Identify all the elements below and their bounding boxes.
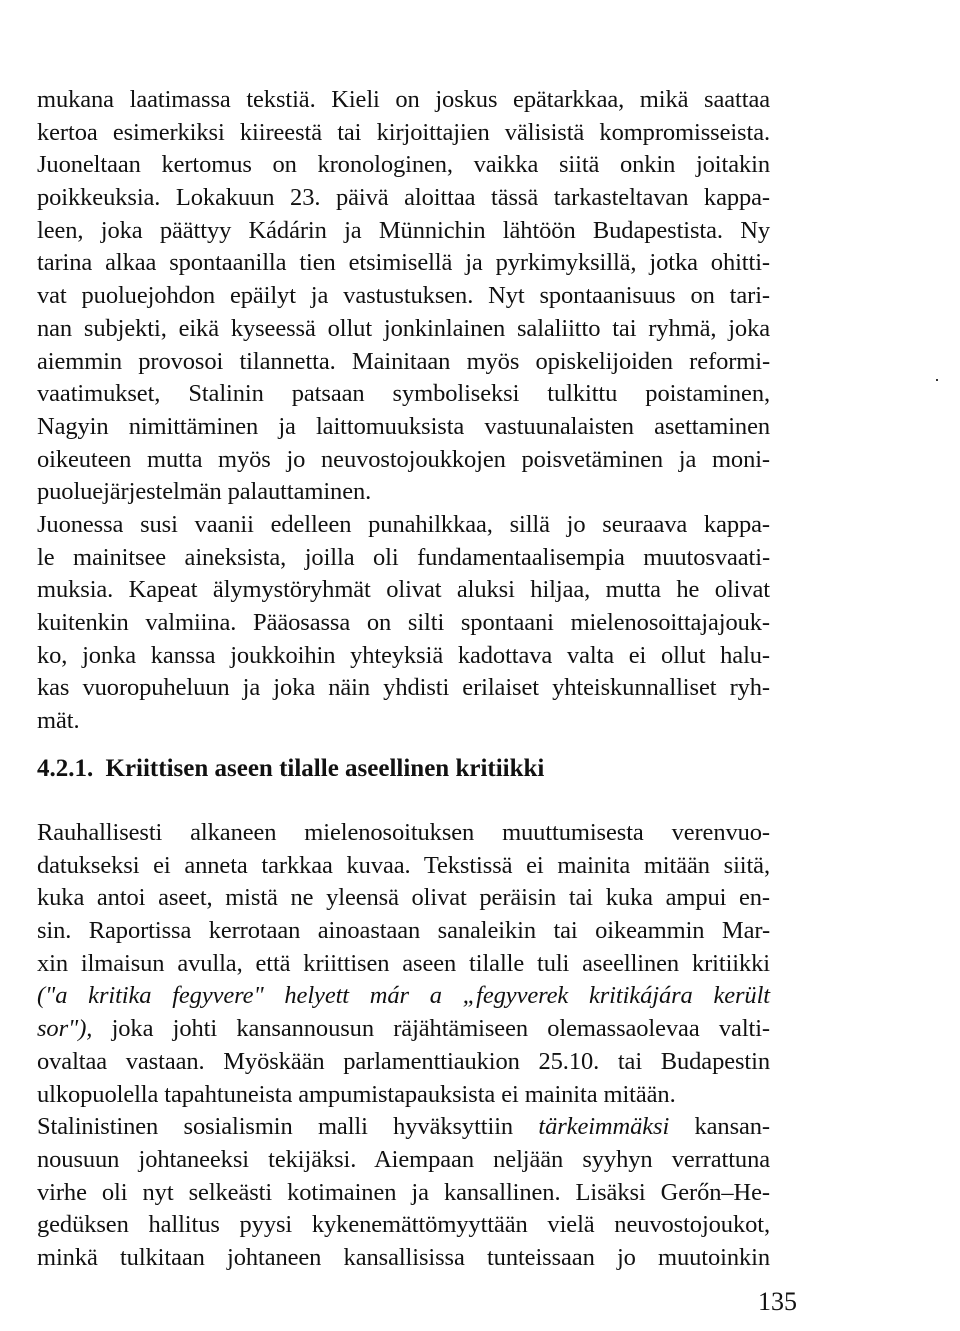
text-line: oikeuteen mutta myös jo neuvostojoukkojen poisvetäminen ja moni- xyxy=(37,445,770,473)
text-line: xin ilmaisun avulla, että kriittisen aseen tilalle tuli aseellinen kritiikki xyxy=(37,949,770,977)
scan-speck xyxy=(936,379,938,381)
text-line: mukana laatimassa tekstiä. Kieli on joskus epätarkkaa, mikä saattaa xyxy=(37,86,770,113)
text-line: datukseksi ei anneta tarkkaa kuvaa. Tekstissä ei mainita mitään siitä, xyxy=(37,851,770,879)
text-line: vaatimukset, Stalinin patsaan symboliseksi tulkittu poistaminen, xyxy=(37,380,770,408)
text-fragment: joka johti kansannousun räjähtämiseen olemassaolevaa valti- xyxy=(92,1015,770,1043)
section-heading xyxy=(37,755,544,783)
text-line: puoluejärjestelmän palauttaminen. xyxy=(37,478,372,506)
text-fragment: Stalinistinen sosialismin malli hyväksyttiin xyxy=(37,1113,539,1141)
text-line: Juoneltaan kertomus on kronologinen, vaikka siitä onkin joitakin xyxy=(37,151,770,179)
text-line xyxy=(37,1111,770,1144)
text-line: ko, jonka kanssa joukkoihin yhteyksiä kadottava valta ei ollut halu- xyxy=(37,641,770,669)
text-line: nousuun johtaneeksi tekijäksi. Aiempaan neljään syyhyn verrattuna xyxy=(37,1145,770,1173)
text-line: muksia. Kapeat älymystöryhmät olivat aluksi hiljaa, mutta he olivat xyxy=(37,576,770,604)
text-line: virhe oli nyt selkeästi kotimainen ja kansallinen. Lisäksi Gerőn–He- xyxy=(37,1178,770,1206)
body-text-lower xyxy=(37,817,770,1275)
text-line: mät. xyxy=(37,707,80,735)
section-title: Kriittisen aseen tilalle aseellinen kritiikki xyxy=(105,755,545,782)
text-line: kas vuoropuheluun ja joka näin yhdisti erilaiset yhteiskunnalliset ryh- xyxy=(37,674,770,702)
text-line: ovaltaa vastaan. Myöskään parlamenttiaukion 25.10. tai Budapestin xyxy=(37,1047,770,1075)
page-number: 135 xyxy=(758,1287,797,1316)
emphasis: tärkeimmäksi xyxy=(538,1113,670,1141)
text-line: aiemmin provosoi tilannetta. Mainitaan myös opiskelijoiden reformi- xyxy=(37,347,770,375)
text-line: kuka antoi aseet, mistä ne yleensä olivat peräisin tai kuka ampui en- xyxy=(37,884,770,912)
text-line: nan subjekti, eikä kyseessä ollut jonkinlainen salaliitto tai ryhmä, joka xyxy=(37,314,770,342)
text-line: minkä tulkitaan johtaneen kansallisissa tunteissaan jo muutoinkin xyxy=(37,1243,770,1271)
text-line: gedüksen hallitus pyysi kykenemättömyyttään vielä neuvostojoukot, xyxy=(37,1211,770,1239)
text-line: Juonessa susi vaanii edelleen punahilkkaa, sillä jo seuraava kappa- xyxy=(37,510,770,538)
text-line: vat puoluejohdon epäilyt ja vastustuksen. Nyt spontaanisuus on tari- xyxy=(37,282,770,310)
text-line: le mainitsee aineksista, joilla oli fundamentaalisempia muutosvaati- xyxy=(37,543,770,571)
text-line: Rauhallisesti alkaneen mielenosoituksen muuttumisesta verenvuo- xyxy=(37,819,770,846)
body-text-upper xyxy=(37,84,770,738)
hungarian-quote-end: sor"), xyxy=(37,1015,93,1043)
text-line: poikkeuksia. Lokakuun 23. päivä aloittaa tässä tarkasteltavan kappa- xyxy=(37,184,770,212)
section-number: 4.2.1. xyxy=(37,755,94,782)
text-line: kertoa esimerkiksi kiireestä tai kirjoittajien välisistä kompromisseista. xyxy=(37,118,770,146)
text-line xyxy=(37,980,770,1013)
text-line: tarina alkaa spontaanilla tien etsimisellä ja pyrkimyksillä, jotka ohitti- xyxy=(37,249,770,277)
text-line: kuitenkin valmiina. Pääosassa on silti spontaani mielenosoittajajouk- xyxy=(37,609,770,636)
text-line: ulkopuolella tapahtuneista ampumistapauksista ei mainita mitään. xyxy=(37,1080,676,1108)
text-line xyxy=(37,1013,770,1046)
text-line: leen, joka päättyy Kádárin ja Münnichin lähtöön Budapestista. Ny xyxy=(37,216,770,244)
text-fragment: kansan- xyxy=(669,1113,770,1141)
text-line: sin. Raportissa kerrotaan ainoastaan sanaleikin tai oikeammin Mar- xyxy=(37,917,770,945)
text-line: Nagyin nimittäminen ja laittomuuksista vastuunalaisten asettaminen xyxy=(37,412,770,440)
hungarian-quote: ("a kritika fegyvere" helyett már a „fegyverek kritikájára került xyxy=(37,982,770,1010)
